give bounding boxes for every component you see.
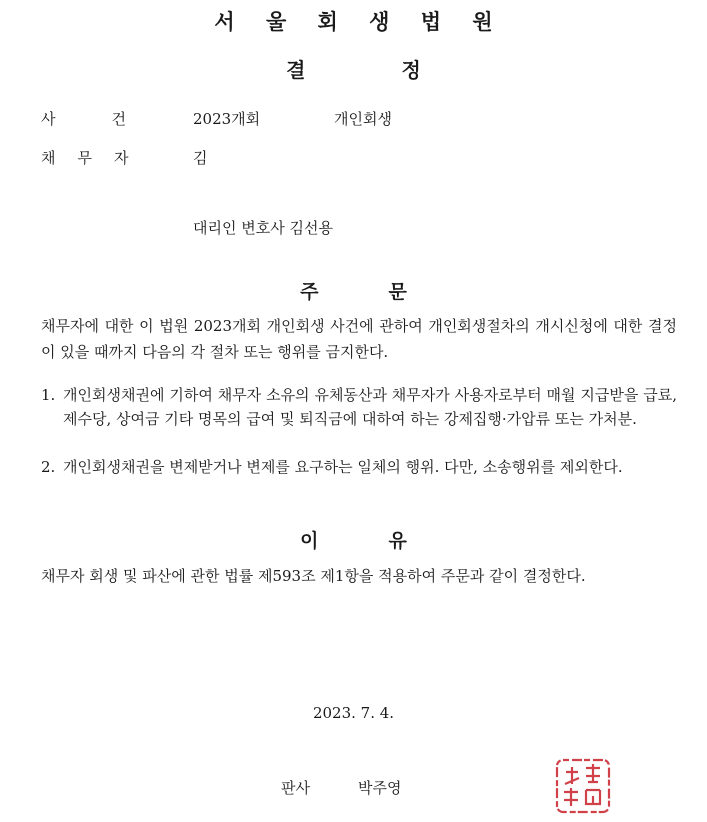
case-number: 2023개회 xyxy=(193,110,261,128)
reason-heading-char-1: 이 xyxy=(300,530,319,552)
decision-date: 2023. 7. 4. xyxy=(312,704,395,722)
debtor-label: 채 무 자 xyxy=(41,149,129,167)
judge-name: 박주영 xyxy=(358,779,402,797)
order-item-number: 1. xyxy=(41,386,56,404)
debtor-name: 김 xyxy=(193,149,208,167)
case-label: 사 건 xyxy=(41,110,126,128)
document-type-char-1: 결 xyxy=(286,58,306,82)
court-seal-stamp xyxy=(548,748,618,818)
reason-heading-char-2: 유 xyxy=(388,530,407,552)
order-item-1 xyxy=(41,383,677,431)
reason-heading xyxy=(0,526,707,553)
attorney: 대리인 변호사 김선용 xyxy=(193,219,333,237)
judge-title: 판사 xyxy=(281,779,310,797)
reason-text: 채무자 회생 및 파산에 관한 법률 제593조 제1항을 적용하여 주문과 같이 결정한다. xyxy=(41,567,586,585)
order-heading-char-2: 문 xyxy=(388,281,407,303)
order-heading-char-1: 주 xyxy=(300,281,319,303)
seal-icon xyxy=(548,748,618,818)
order-item-text: 개인회생채권에 기하여 채무자 소유의 유체동산과 채무자가 사용자로부터 매월 지급받을 급료, 제수당, 상여금 기타 명목의 급여 및 퇴직금에 대하여 하는 강제집행·가압류 또는 가처분. xyxy=(63,386,677,428)
document-type-char-2: 정 xyxy=(401,58,421,82)
document-type-heading xyxy=(0,54,707,83)
court-name: 서 울 회 생 법 원 xyxy=(214,10,505,34)
order-heading xyxy=(0,277,707,304)
order-item-text: 개인회생채권을 변제받거나 변제를 요구하는 일체의 행위. 다만, 소송행위를 제외한다. xyxy=(63,458,623,476)
order-intro: 채무자에 대한 이 법원 2023개회 개인회생 사건에 관하여 개인회생절차의 개시신청에 대한 결정이 있을 때까지 다음의 각 절차 또는 행위를 금지한다. xyxy=(41,317,677,361)
order-item-2 xyxy=(41,455,677,479)
case-type: 개인회생 xyxy=(334,110,392,128)
order-item-number: 2. xyxy=(41,458,56,476)
